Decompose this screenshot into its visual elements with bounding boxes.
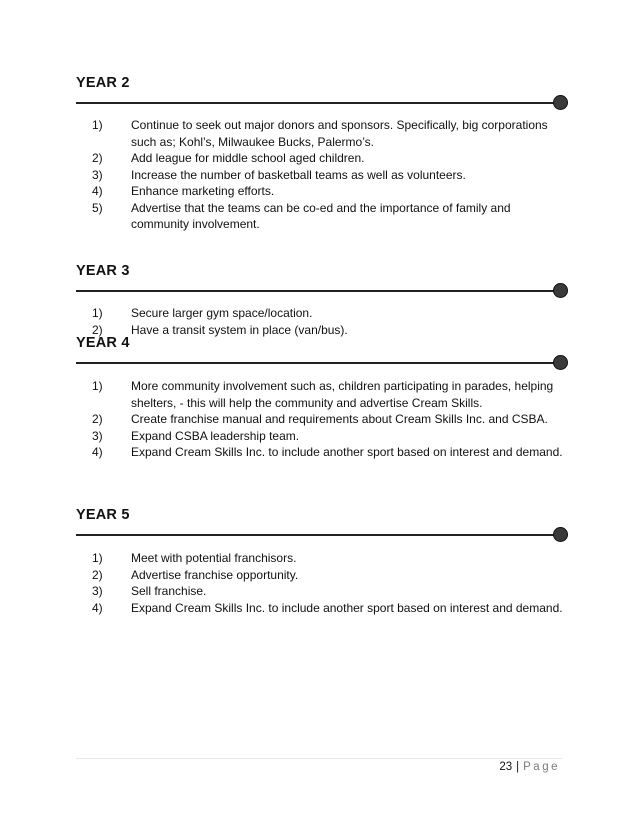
item-number: 3) [92, 167, 103, 182]
item-number: 5) [92, 200, 103, 215]
item-text: Meet with potential franchisors. [131, 551, 297, 565]
item-text: Have a transit system in place (van/bus). [131, 322, 348, 337]
task-list [76, 378, 570, 461]
item-number: 1) [92, 306, 103, 320]
section-year-5 [76, 506, 570, 616]
item-text: Create franchise manual and requirements about Cream Skills Inc. and CSBA. [131, 412, 548, 426]
item-number: 4) [92, 184, 103, 198]
divider-line [76, 534, 558, 536]
divider-line [76, 362, 558, 364]
list-item [76, 167, 570, 184]
section-title: YEAR 2 [76, 75, 130, 91]
list-item [76, 117, 570, 150]
item-text: Continue to seek out major donors and sponsors. Specifically, big corporations such as; Kohl’s, Milwaukee Bucks, Palermo’s. [131, 118, 548, 149]
task-list [76, 117, 570, 233]
item-number: 1) [92, 379, 103, 393]
item-number: 2) [92, 322, 103, 337]
footer-divider [76, 758, 562, 759]
item-text: Increase the number of basketball teams as well as volunteers. [131, 167, 466, 182]
section-divider [76, 95, 570, 111]
task-list [76, 550, 570, 616]
section-divider [76, 527, 570, 543]
item-text: Advertise that the teams can be co-ed and the importance of family and community involvement. [131, 200, 511, 231]
footer-separator: | [516, 761, 520, 773]
item-text: Expand Cream Skills Inc. to include another sport based on interest and demand. [131, 600, 563, 615]
section-divider [76, 355, 570, 371]
page-number: 23 [499, 761, 513, 773]
item-text: Expand CSBA leadership team. [131, 428, 300, 443]
section-year-3 [76, 262, 570, 338]
item-text: Advertise franchise opportunity. [131, 567, 299, 582]
item-text: Add league for middle school aged children. [131, 151, 365, 165]
page-footer [499, 761, 560, 773]
divider-line [76, 102, 558, 104]
item-number: 3) [92, 428, 103, 443]
section-divider [76, 283, 570, 299]
item-number: 2) [92, 412, 103, 426]
item-text: Sell franchise. [131, 584, 207, 598]
divider-dot-icon [553, 95, 568, 110]
item-number: 1) [92, 118, 103, 132]
section-title: YEAR 5 [76, 507, 130, 523]
list-item [76, 600, 570, 617]
divider-dot-icon [553, 527, 568, 542]
list-item [76, 444, 570, 461]
item-number: 2) [92, 151, 103, 165]
divider-line [76, 290, 558, 292]
list-item [76, 428, 570, 445]
list-item [76, 200, 570, 233]
list-item [76, 305, 570, 322]
list-item [76, 583, 570, 600]
item-text: More community involvement such as, children participating in parades, helping shelters, - this will help the community and advertise Cream Skills. [131, 379, 554, 410]
list-item [76, 183, 570, 200]
list-item [76, 567, 570, 584]
list-item [76, 411, 570, 428]
section-title: YEAR 3 [76, 263, 130, 279]
item-text: Secure larger gym space/location. [131, 306, 313, 320]
item-text: Enhance marketing efforts. [131, 184, 275, 198]
item-number: 4) [92, 445, 103, 459]
divider-dot-icon [553, 283, 568, 298]
section-title: YEAR 4 [76, 335, 130, 351]
item-number: 4) [92, 600, 103, 615]
section-year-4 [76, 334, 570, 461]
section-year-2 [76, 74, 570, 233]
divider-dot-icon [553, 355, 568, 370]
list-item [76, 378, 570, 411]
item-text: Expand Cream Skills Inc. to include another sport based on interest and demand. [131, 445, 563, 459]
item-number: 1) [92, 551, 103, 565]
page-label: Page [523, 761, 560, 773]
item-number: 3) [92, 584, 103, 598]
item-number: 2) [92, 567, 103, 582]
list-item [76, 150, 570, 167]
list-item [76, 550, 570, 567]
